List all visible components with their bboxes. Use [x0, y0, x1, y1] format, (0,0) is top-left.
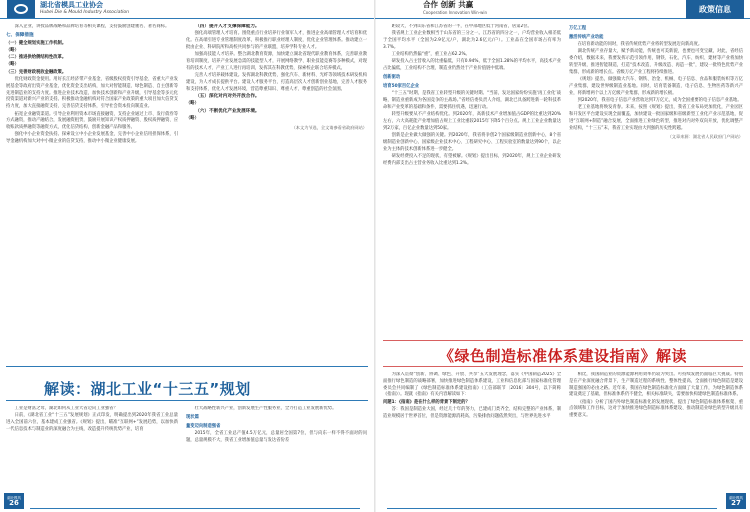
association-logo-icon — [7, 0, 35, 18]
title-rule-bottom — [6, 400, 368, 401]
paragraph: 为深入贯彻“创新、协调、绿色、开放、共享”五大发展理念，落实《中国制造2025》全面推行绿色制造的战略部署，加快推进绿色制造体系建设，工业和信息化部与国家标准化管理委员会共同编制了《绿色制造标准体系建设指南》（工信部联节〔2016〕304号，以下简称《指南》）。现就《指南》有关内容解读如下： — [383, 372, 561, 398]
source-note: （文章来源：湖北省人民政府门户网站） — [667, 134, 743, 140]
paragraph: 完善人才培养载体建设。发挥湖北科教优势，强化汽车、新材料、光纤等领域技术研发机构建设，为人才成长提供平台。建设人才服务平台，打造高层次人才创新创业基地，完善人才服务和支持体系，优化人才发展环境，营造尊重知识、尊重人才、尊重创造的社会氛围。 — [186, 73, 367, 92]
subsection-heading: （六）不断优化产业发展环境。 — [195, 108, 260, 114]
motto-cn: 合作 创新 共赢 — [423, 0, 474, 9]
paragraph: 日前，《湖北省工业“十三五”发展规划》正式印发，明确提出到2020年我省工业总量进入全国前六位，基本建成工业强省。《规划》提出，瞄准“互联网+”发展趋势，以加快新一代信息技术与制造业的深度融合为主线，改造提升传统优势产业，培育 — [6, 413, 178, 432]
paragraph: 创新是企业做大做强的关键。到2020年，我省将争创2个国家级制造业创新中心，8个省级制造业创新中心，国家级企业技术中心、工程研究中心、工程实验室的数量达到90个，以企业为主体的技术创新体系进一步健全。 — [383, 132, 561, 152]
paragraph: 加强高技能人才培养。整合湖北教育资源，加快建立湖北省现代职业教育体系，完善职业教育培训制度，培养产业发展急需的技能型人才，开展网络教学、职业技能竞赛等多种模式，对现有的技术人才、产业工人进行再培训，发挥其在科教优势，探索校企联合培养模式。 — [186, 52, 367, 71]
paragraph: 我省规上工业企业数相当于山东省的三分之一。江苏省的四分之一，户均营业收入相差低于全国平均水平（全国为2.9亿元/户，湖北为2.6亿元/户）。工业品在全国市场占有率为3.7%。 — [383, 31, 561, 50]
right-col-1 — [383, 24, 561, 334]
paragraph: 相比，我国制造业的资源能源利用效率仍较为突出。可持续发展仍面临巨大挑战。特别是在产业深度融合背景下，生产制造过程的系统性、整体性提高，全面推行绿色制造是建设制造强国的必由之路。近年来，我国在绿色制造标准化方面做了大量工作，为绿色制造体系建设奠定了基础，但标准体系仍不健全，相关标准缺失，需要加快构建绿色制造标准体系。 — [569, 372, 743, 398]
article-title-left: 解读：湖北工业“十三五”规划 — [44, 380, 251, 398]
left-col-1 — [6, 24, 178, 336]
bold-line: （一）健全规划实施工作机制。 — [6, 40, 67, 46]
paragraph: 2015年，全省工业总产值4.5万亿元，总量居全国第7位，但与向东一样不得不面对的问题，总量规模不大，我省工业增加值总量与发达省份差 — [186, 430, 367, 443]
left-col-2 — [186, 24, 367, 336]
journal-name-cn: 湖北省模具工业协会 — [40, 1, 103, 9]
right-col-3 — [383, 372, 561, 490]
column-tag: 政策信息 — [686, 0, 744, 19]
bold-line: （略） — [186, 115, 199, 121]
right-page — [375, 0, 750, 512]
paragraph: 转型升级要从不产业结构优化。到2020年，高新技术产业增加值占GDP的比重达到20%左右，六大高耗能产业增加值占规上工业比重较2015年下降5个百分点。规上工业企业数量达到2万家，百亿企业数量达到50家。 — [383, 112, 561, 131]
paragraph: 湖北传统产业存量大，赋予新动能，传统也可美新貌，也要也可变宝藏，对此，省经信委介绍，数据未来，我要发挥示范引领作用，钢铁、石化、汽车、纺织、建材等产业将加快转型升级，推进智能制造，打造“技术改造、升级改造、再造一批”，建设一批特色优势产业集群，形成新的增长点。省级万亿产业工程将持续推进。 — [569, 49, 743, 75]
paragraph: 老工业基地将焕发青春。未来，按照《规划》提出，我省工业布局更加优化，产业园区和开发区平台建设实现全面覆盖，加快建设一批国家级和省级新型工业化产业示范基地，促进“互联网+制造”融合发展，全面推进工业绿色转型，推进对内对外双向开放，优化调整产业结构，“十三五”末，我省工业实现由大到强的历史性跨越。 — [569, 105, 743, 131]
paragraph: 优化财政资金使用。用好长江经济带产业基金、省级股权投资引导基金、省重大产业发展基金等政府出资产业基金，优化资金支出结构，加大对智能制造、绿色制造、自主创新等先进制造业的支持力度。推进企业技术改造，加快技术创新和产业升级，引导基金等多元化投资渠道对新兴产业的支持。积极推动金融机构对符合国家产业政策的重大项目加大信贷支持力度，加大直接融资支持，完善信贷支持体系，引导社会资本投向制造业。 — [6, 77, 178, 110]
right-header — [375, 0, 750, 19]
bold-line: （略） — [186, 101, 199, 107]
right-col-2 — [569, 24, 743, 334]
paragraph: “十三五”时期，是我省工业转型升级的关键时期。“当前，发达国家纷纷实施‘再工业化’战略，制造业重新成为各国竞争的主战场。”省经信委负责人介绍，湖北已具备跨进新一轮科技革命和产业变革的基础和条件，需要抓住机遇，迅速行动。 — [383, 91, 561, 110]
title-rule-top-right — [383, 340, 743, 341]
left-footer-rule — [30, 508, 360, 509]
paragraph: 壮大战略性新兴产业，创新发展生产性服务业，全力打造工业发展新优势。 — [194, 406, 337, 411]
paragraph: 深入企业，讲授品牌战略和品牌培育等相关课程，支持鼓励创建驰名、著名商标。 — [14, 24, 170, 29]
subheading: 创新驱动 — [383, 75, 401, 81]
page-number-left — [4, 493, 24, 509]
subsection-heading: （四）提升人才支撑保障能力。 — [195, 24, 260, 29]
bold-line: 问题1：《指南》是在什么样的背景下制定的？ — [383, 399, 470, 405]
paragraph: 强化中小企业资金扶持。探索设立中小企业发展基金，完善中小企业信用担保体系，引导金融机构加大对中小微企业的信贷支持，推动中小微企业健康发展。 — [6, 132, 178, 145]
subheading: 激活传统产业动能 — [569, 34, 604, 40]
motto — [423, 1, 487, 17]
subheading: 量变迈向制造强省 — [186, 423, 221, 429]
subsection-heading: （五）深化对内对外开放合作。 — [195, 93, 260, 99]
paragraph: 在培育新动能的同时，我省传统优势产业将转型发展迈向新高度。 — [577, 42, 703, 48]
page-number-left-value: 26 — [9, 498, 19, 507]
left-footer — [0, 496, 375, 512]
bold-line: （略） — [6, 62, 19, 68]
paragraph: 拓宽企业融资渠道。引导企业利用资本市场直接融资，支持企业通过上市、发行债券等方式融资，推动产融结合，发展融资租赁，鼓励开展知识产权质押融资、股权质押融资、应收账款质押融资等融资方式，优化信贷结构，创新金融产品和服务。 — [6, 111, 178, 131]
right-footer-rule — [387, 508, 717, 509]
source-note: （本文为节选，全文请参看省政府网站） — [291, 124, 367, 130]
subheading: 培育50家百亿企业 — [383, 83, 420, 89]
left-col-4 — [186, 406, 367, 492]
paragraph: 答：我国是制造业大国，经过几十年的努力，已建成门类齐全、结构完整的产业体系，制造业规模居于世界首位，但是资源能源消耗高、污染排放问题依然突出，与世界先进水平 — [383, 406, 561, 419]
right-col-4 — [569, 372, 743, 490]
title-rule-bottom-right — [383, 366, 743, 367]
bold-line: （二）推进供给侧结构性改革。 — [6, 55, 67, 61]
right-footer — [375, 496, 750, 512]
left-col-3 — [6, 406, 178, 492]
motto-en: Cooperation Innovation Win-win — [423, 10, 488, 15]
left-header — [0, 0, 375, 19]
page-number-left-sub: 湖北模具 — [7, 495, 21, 500]
page-number-right — [726, 493, 746, 509]
paragraph: 工业是财富之母，湖北如何从工业大省迈向工业强省？ — [14, 406, 118, 411]
bold-line: （略） — [6, 47, 19, 53]
subheading: 万亿工程 — [569, 26, 587, 31]
page-number-right-value: 27 — [731, 498, 741, 507]
paragraph: 工业结构仍然偏“重”，重工业占62.2%。 — [391, 52, 470, 58]
paragraph: 距较大，不到山东省和江苏省的一半，在中部地区低于河南省，居第2位。 — [391, 24, 532, 29]
paragraph: 研发经费投入不足的现状，有望被解。《规划》提出目标，到2020年，规上工业企业研发经费内部支出占主营业务收入比重达到1.2%。 — [383, 153, 561, 166]
paragraph: 《规划》提出，做强做大汽车、钢铁、冶金、机械、电子信息、食品和服装纺织等万亿产业集群，建设世界级制造业基地。同时，培育装备制造、电子信息、生物医药等新兴产业，将新增两个以上万亿级产业集群，形成新的增长极。 — [569, 77, 743, 96]
page-number-right-sub: 湖北模具 — [729, 495, 743, 500]
paragraph: 研发投入占主营收入的比重偏低，只有0.94%，低于全国1.28%的平均水平，高技术产业占比偏低，工业结构不合理，制造业仍然处于产业价值链中低端。 — [383, 59, 561, 72]
paragraph: 到2020年，我省电子信息产业营收达到7万亿元，成为全国重要的电子信息产业基地。 — [577, 97, 742, 103]
subheading: 现状篇 — [186, 414, 199, 420]
paragraph: 强化高端管理人才培育。围绕重点行业培养行业领军人才，推进企业高端管理人才培育和优化。在高端引进专业管理制度改革，积极推行职业经理人制度，优化企业管理体系。推动建立一批由企业、科研院所和高校共同参与的产业联盟，培养学科专业人才。 — [186, 31, 367, 50]
bold-line: （三）完善财政税收金融政策。 — [6, 69, 67, 75]
journal-name-en: Hubei Die & Mould Industry Association — [40, 10, 129, 15]
title-rule-top — [6, 366, 368, 367]
journal-name — [40, 1, 129, 17]
paragraph: 《指南》分析了国内外绿色制造标准化的发展现状，提出了绿色制造标准体系框架、重点领域和工作目标，这对于加快推进绿色制造标准体系建设、推动制造业绿色转型升级具有重要意义。 — [569, 399, 743, 419]
article-title-right: 《绿色制造标准体系建设指南》解读 — [439, 347, 688, 365]
section-heading: 七、保障措施 — [6, 32, 34, 38]
